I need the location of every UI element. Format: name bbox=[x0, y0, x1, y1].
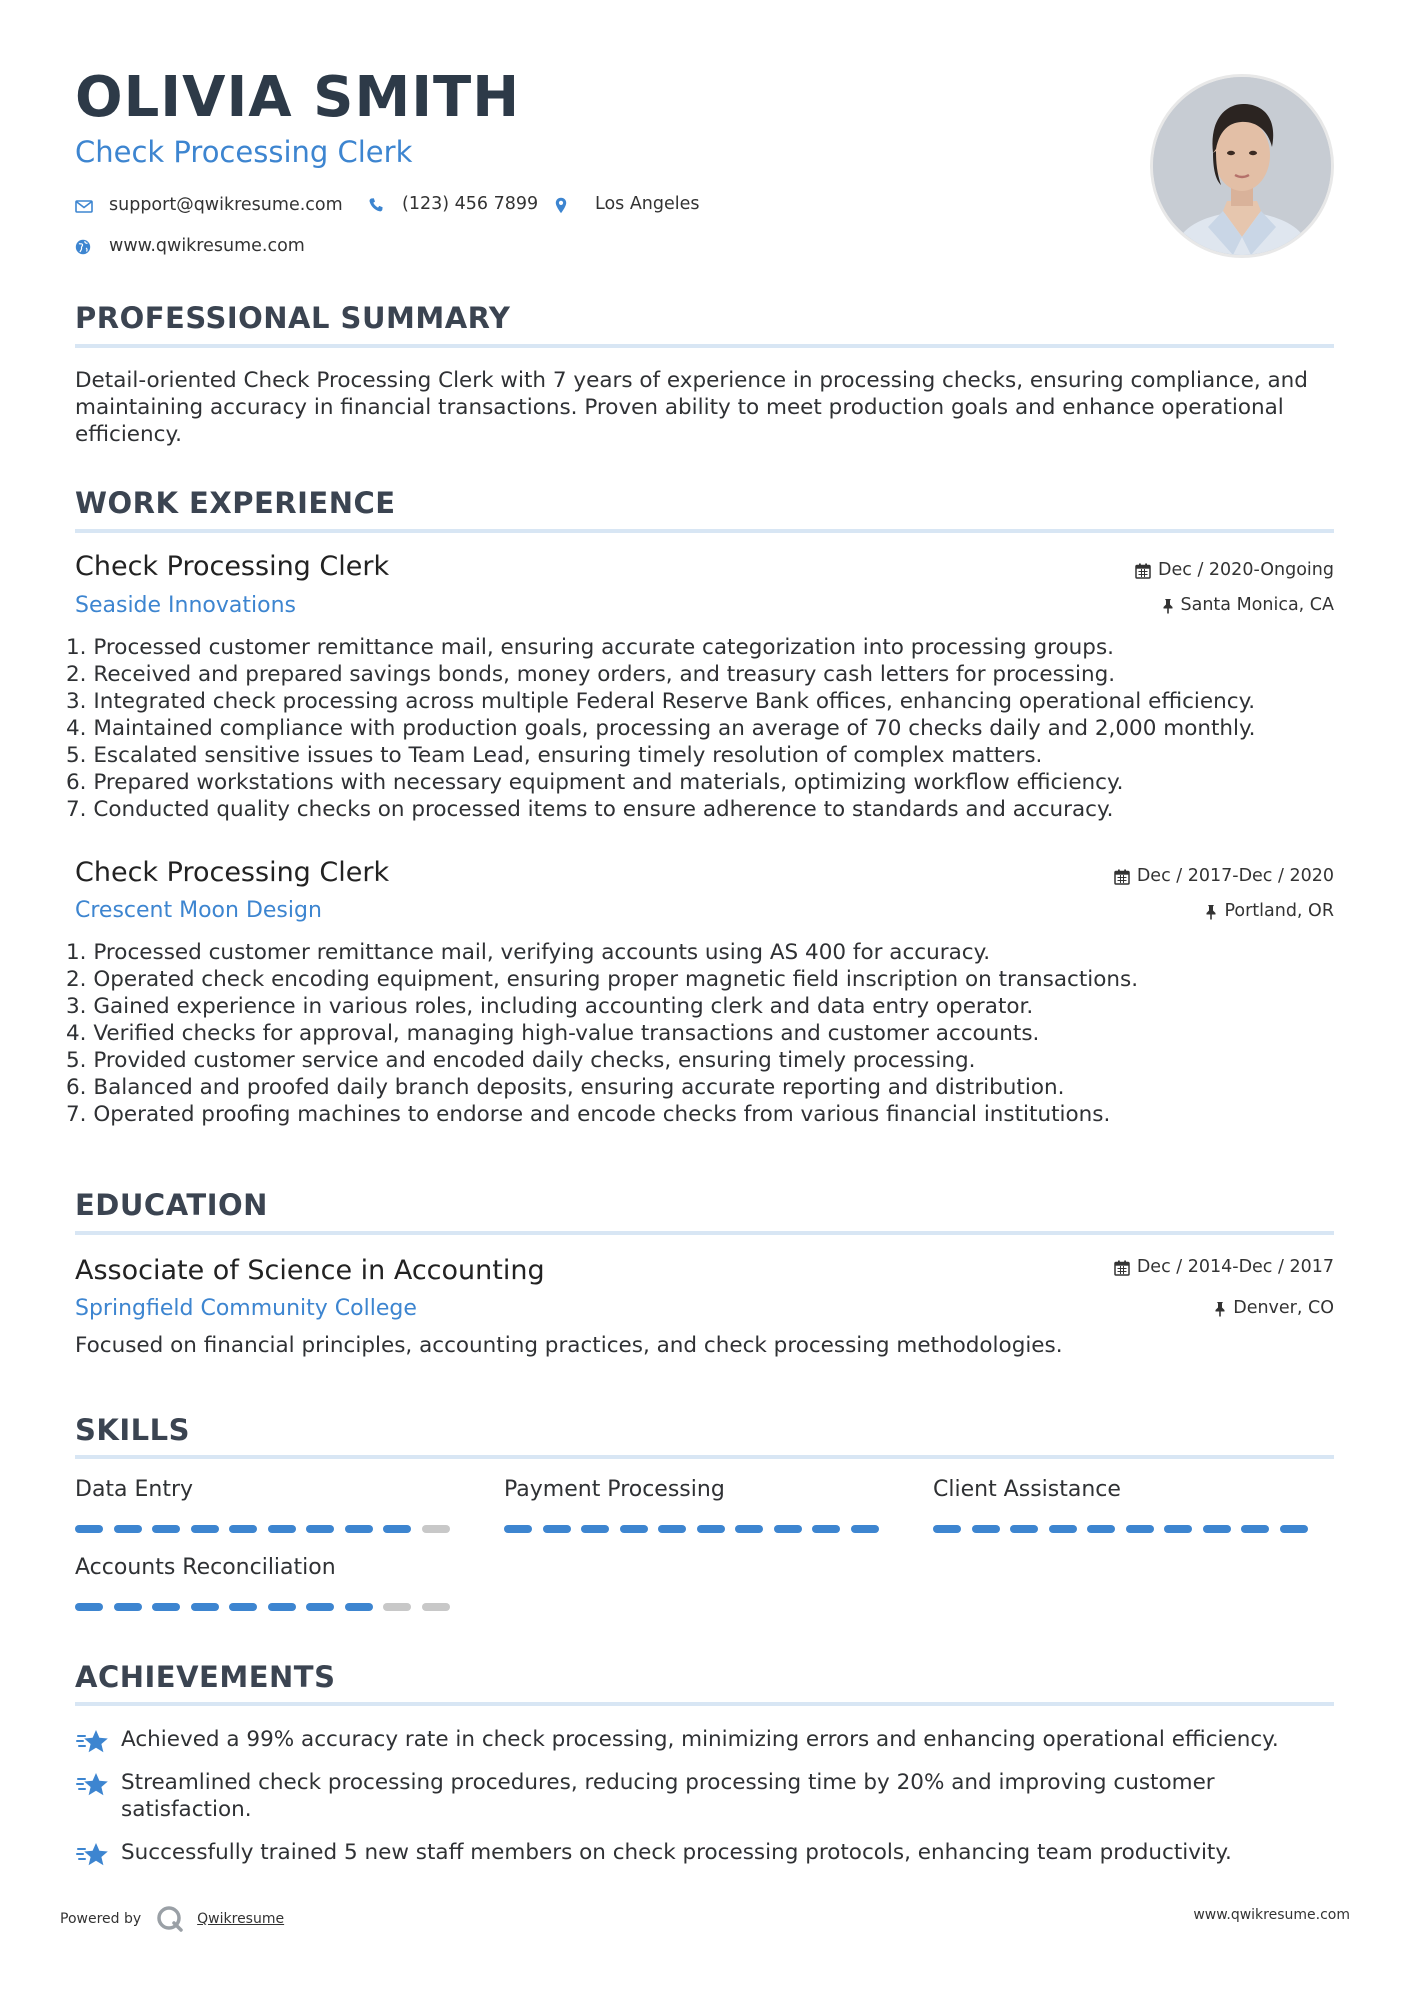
contact-phone bbox=[368, 196, 538, 214]
skill-segment-filled bbox=[383, 1525, 411, 1533]
section-divider bbox=[75, 1455, 1334, 1459]
skill-segment-empty bbox=[383, 1603, 411, 1611]
summary-text: Detail-oriented Check Processing Clerk with 7 years of experience in processing checks, ensuring compliance, and maintaining accuracy in financial transactions. Proven ability to meet production goals and enhance operational efficiency. bbox=[75, 368, 1308, 447]
skill-segment-filled bbox=[268, 1525, 296, 1533]
skill-segment-filled bbox=[735, 1525, 763, 1533]
education-location-text: Denver, CO bbox=[1233, 1298, 1334, 1318]
skill-segment-filled bbox=[191, 1525, 219, 1533]
job-title: Check Processing Clerk bbox=[75, 551, 390, 582]
phone-icon bbox=[368, 196, 390, 214]
skill-segment-filled bbox=[1049, 1525, 1077, 1533]
job-title: Check Processing Clerk bbox=[75, 857, 390, 888]
education-description: Focused on financial principles, accounting practices, and check processing methodologies. bbox=[75, 1333, 1063, 1358]
skill-segment-filled bbox=[114, 1525, 142, 1533]
education-location bbox=[1214, 1300, 1334, 1318]
job-dates bbox=[1135, 562, 1334, 580]
skill-segment-filled bbox=[697, 1525, 725, 1533]
list-item: 1. Processed customer remittance mail, verifying accounts using AS 400 for accuracy. bbox=[66, 940, 991, 965]
skill-segment-filled bbox=[774, 1525, 802, 1533]
profile-photo bbox=[1150, 74, 1334, 258]
email-text[interactable]: support@qwikresume.com bbox=[109, 195, 343, 216]
skill-segment-filled bbox=[345, 1603, 373, 1611]
job-bullet-list bbox=[66, 634, 1346, 823]
skill-segment-filled bbox=[1280, 1525, 1308, 1533]
job-company: Seaside Innovations bbox=[75, 593, 296, 618]
section-divider bbox=[75, 1702, 1334, 1706]
skill-level-bar bbox=[75, 1525, 460, 1533]
powered-by-label: Powered by bbox=[60, 1911, 142, 1927]
skill-segment-filled bbox=[1010, 1525, 1038, 1533]
skill-item bbox=[75, 1557, 460, 1611]
skill-segment-filled bbox=[812, 1525, 840, 1533]
job-dates-text: Dec / 2017-Dec / 2020 bbox=[1136, 866, 1334, 886]
skill-level-bar bbox=[75, 1603, 460, 1611]
contact-location bbox=[555, 196, 700, 214]
degree-title: Associate of Science in Accounting bbox=[75, 1255, 545, 1286]
calendar-icon bbox=[1135, 563, 1151, 579]
skill-segment-filled bbox=[1126, 1525, 1154, 1533]
skill-segment-filled bbox=[306, 1603, 334, 1611]
list-item: 3. Gained experience in various roles, including accounting clerk and data entry operator. bbox=[66, 994, 1034, 1019]
section-title-achievements: ACHIEVEMENTS bbox=[75, 1660, 336, 1694]
skill-name: Payment Processing bbox=[504, 1477, 725, 1502]
calendar-icon bbox=[1114, 1260, 1130, 1276]
skill-segment-filled bbox=[191, 1603, 219, 1611]
skill-segment-filled bbox=[75, 1603, 103, 1611]
skill-segment-filled bbox=[229, 1525, 257, 1533]
achievement-text: Streamlined check processing procedures, reducing processing time by 20% and improving customer satisfaction. bbox=[121, 1770, 1215, 1822]
star-icon bbox=[75, 1771, 111, 1799]
map-marker-icon bbox=[555, 196, 577, 214]
skill-level-bar bbox=[504, 1525, 889, 1533]
pushpin-icon bbox=[1205, 904, 1217, 920]
achievement-item bbox=[75, 1726, 1345, 1756]
school-name: Springfield Community College bbox=[75, 1296, 417, 1321]
skill-segment-filled bbox=[345, 1525, 373, 1533]
skill-name: Accounts Reconciliation bbox=[75, 1555, 336, 1580]
footer-powered-by bbox=[60, 1904, 284, 1934]
list-item: 7. Conducted quality checks on processed items to ensure adherence to standards and accuracy. bbox=[66, 797, 1114, 822]
contact-email bbox=[75, 197, 343, 215]
section-title-summary: PROFESSIONAL SUMMARY bbox=[75, 301, 511, 335]
list-item: 3. Integrated check processing across multiple Federal Reserve Bank offices, enhancing operational efficiency. bbox=[66, 689, 1256, 714]
section-title-skills: SKILLS bbox=[75, 1413, 190, 1447]
list-item: 7. Operated proofing machines to endorse and encode checks from various financial institutions. bbox=[66, 1102, 1111, 1127]
achievement-item bbox=[75, 1769, 1275, 1823]
job-company: Crescent Moon Design bbox=[75, 898, 322, 923]
skill-item bbox=[933, 1479, 1318, 1533]
skill-segment-empty bbox=[422, 1525, 450, 1533]
qwikresume-logo-icon bbox=[155, 1904, 185, 1934]
skill-item bbox=[504, 1479, 889, 1533]
job-location bbox=[1205, 903, 1334, 921]
skill-item bbox=[75, 1479, 460, 1533]
skill-segment-filled bbox=[152, 1525, 180, 1533]
education-dates-text: Dec / 2014-Dec / 2017 bbox=[1136, 1257, 1334, 1277]
skill-segment-filled bbox=[933, 1525, 961, 1533]
job-location-text: Portland, OR bbox=[1224, 901, 1334, 921]
list-item: 6. Balanced and proofed daily branch deposits, ensuring accurate reporting and distribution. bbox=[66, 1075, 1065, 1100]
skill-segment-filled bbox=[1087, 1525, 1115, 1533]
skill-segment-filled bbox=[658, 1525, 686, 1533]
education-dates bbox=[1114, 1259, 1334, 1277]
website-text[interactable]: www.qwikresume.com bbox=[109, 236, 305, 257]
section-title-education: EDUCATION bbox=[75, 1188, 268, 1222]
skill-segment-filled bbox=[75, 1525, 103, 1533]
job-location bbox=[1162, 597, 1335, 615]
skill-level-bar bbox=[933, 1525, 1318, 1533]
list-item: 5. Provided customer service and encoded daily checks, ensuring timely processing. bbox=[66, 1048, 976, 1073]
skill-segment-filled bbox=[114, 1603, 142, 1611]
list-item: 1. Processed customer remittance mail, ensuring accurate categorization into processing groups. bbox=[66, 635, 1114, 660]
section-divider bbox=[75, 344, 1334, 348]
skill-segment-filled bbox=[1164, 1525, 1192, 1533]
list-item: 4. Verified checks for approval, managing high-value transactions and customer accounts. bbox=[66, 1021, 1040, 1046]
candidate-name: OLIVIA SMITH bbox=[75, 65, 521, 130]
star-icon bbox=[75, 1728, 111, 1756]
skill-segment-empty bbox=[422, 1603, 450, 1611]
list-item: 6. Prepared workstations with necessary equipment and materials, optimizing workflow efficiency. bbox=[66, 770, 1124, 795]
skill-segment-filled bbox=[543, 1525, 571, 1533]
list-item: 5. Escalated sensitive issues to Team Lead, ensuring timely resolution of complex matters. bbox=[66, 743, 1043, 768]
skill-segment-filled bbox=[1241, 1525, 1269, 1533]
achievement-text: Achieved a 99% accuracy rate in check processing, minimizing errors and enhancing operational efficiency. bbox=[121, 1727, 1279, 1752]
list-item: 2. Received and prepared savings bonds, money orders, and treasury cash letters for processing. bbox=[66, 662, 1116, 687]
location-text: Los Angeles bbox=[595, 194, 700, 215]
skill-name: Data Entry bbox=[75, 1477, 194, 1502]
star-icon bbox=[75, 1841, 111, 1869]
job-dates-text: Dec / 2020-Ongoing bbox=[1158, 560, 1334, 580]
envelope-icon bbox=[75, 197, 97, 215]
candidate-role: Check Processing Clerk bbox=[75, 135, 413, 169]
section-divider bbox=[75, 529, 1334, 533]
achievement-text: Successfully trained 5 new staff members on check processing protocols, enhancing team productivity. bbox=[121, 1840, 1232, 1865]
skill-segment-filled bbox=[972, 1525, 1000, 1533]
phone-text[interactable]: (123) 456 7899 bbox=[402, 194, 539, 215]
section-divider bbox=[75, 1231, 1334, 1235]
skill-segment-filled bbox=[268, 1603, 296, 1611]
skill-segment-filled bbox=[1203, 1525, 1231, 1533]
list-item: 2. Operated check encoding equipment, ensuring proper magnetic field inscription on transactions. bbox=[66, 967, 1139, 992]
skill-segment-filled bbox=[581, 1525, 609, 1533]
list-item: 4. Maintained compliance with production goals, processing an average of 70 checks daily and 2,000 monthly. bbox=[66, 716, 1256, 741]
skill-segment-filled bbox=[306, 1525, 334, 1533]
skill-name: Client Assistance bbox=[933, 1477, 1121, 1502]
job-location-text: Santa Monica, CA bbox=[1180, 595, 1334, 615]
skill-segment-filled bbox=[620, 1525, 648, 1533]
job-bullet-list bbox=[66, 939, 1346, 1128]
job-dates bbox=[1114, 868, 1334, 886]
pushpin-icon bbox=[1162, 598, 1174, 614]
globe-icon bbox=[75, 238, 97, 256]
section-title-experience: WORK EXPERIENCE bbox=[75, 486, 396, 520]
brand-link[interactable]: Qwikresume bbox=[197, 1911, 285, 1927]
skill-segment-filled bbox=[851, 1525, 879, 1533]
skill-segment-filled bbox=[152, 1603, 180, 1611]
achievement-item bbox=[75, 1839, 1345, 1869]
footer-url[interactable]: www.qwikresume.com bbox=[1193, 1907, 1350, 1923]
pushpin-icon bbox=[1214, 1301, 1226, 1317]
contact-website bbox=[75, 238, 305, 256]
calendar-icon bbox=[1114, 869, 1130, 885]
skill-segment-filled bbox=[229, 1603, 257, 1611]
skill-segment-filled bbox=[504, 1525, 532, 1533]
